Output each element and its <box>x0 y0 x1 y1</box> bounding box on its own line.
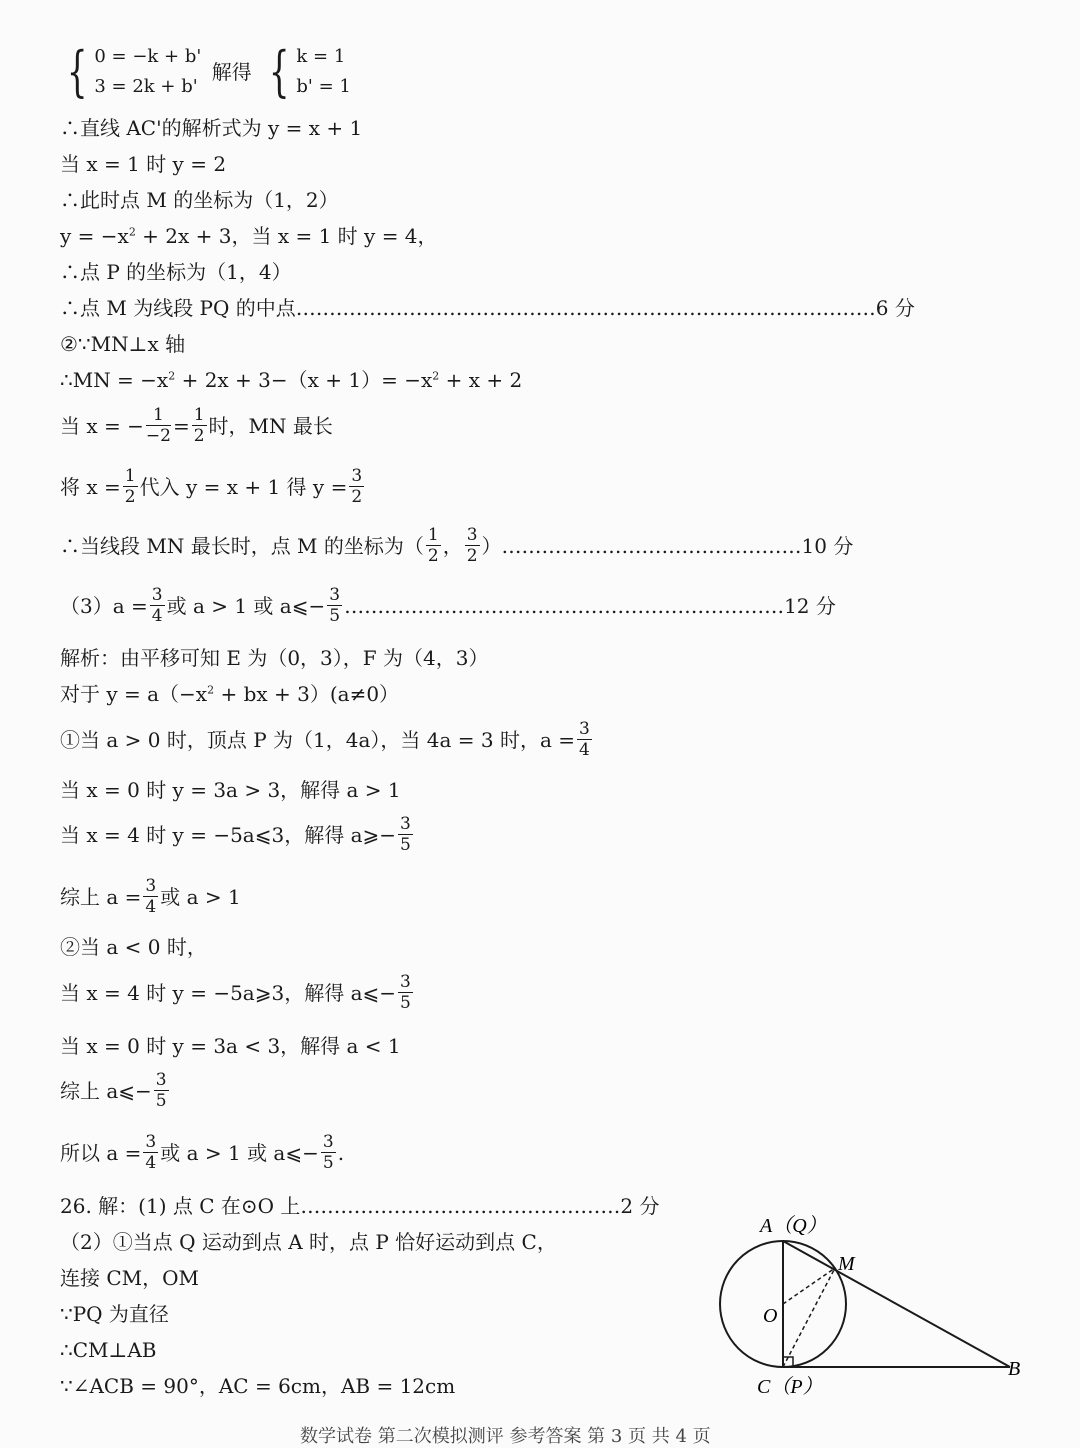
left-brace: { <box>268 40 290 103</box>
text-line: 当 x = − $\frac{1}{-2}$ = $\frac{1}{2}$ 时，MN 最长 <box>60 405 333 446</box>
label-b: B <box>1008 1358 1021 1380</box>
text-line: ∴直线 AC'的解析式为 y = x + 1 <box>60 116 363 140</box>
label-a: A（Q） <box>760 1215 827 1237</box>
equation-system: { 0 = −k + b' 3 = 2k + b' 解得 { k = 1 b' = 1 <box>66 40 351 103</box>
text-line: 当 x = 0 时 y = 3a > 3，解得 a > 1 <box>60 778 401 802</box>
text-line: 解析：由平移可知 E 为（0，3），F 为（4，3） <box>60 646 489 670</box>
text-line: 当 x = 4 时 y = −5a⩽3，解得 a⩾− $\frac{3}{5}$ <box>60 814 411 855</box>
label-o: O <box>763 1305 778 1327</box>
text-line-score: ∴点 M 为线段 PQ 的中点……………………………………………………………………………6 分 <box>60 296 915 320</box>
system-equations: 0 = −k + b' 3 = 2k + b' <box>94 46 202 97</box>
text-line: ∴此时点 M 的坐标为（1，2） <box>60 188 339 212</box>
geometry-diagram <box>705 1205 1035 1400</box>
text-line: ②当 a < 0 时， <box>60 935 207 959</box>
text-line-score: ∴当线段 MN 最长时，点 M 的坐标为（ $\frac{1}{2}$ ， $\frac{3}{2}$ ）………………………………………10 分 <box>60 525 854 566</box>
segment-ab <box>783 1241 1010 1367</box>
page-footer: 数学试卷 第二次模拟测评 参考答案 第 3 页 共 4 页 <box>300 1426 711 1447</box>
label-m: M <box>838 1253 855 1275</box>
text-line: 当 x = 0 时 y = 3a < 3，解得 a < 1 <box>60 1034 401 1058</box>
text-line: ∴MN = $-x^2 + 2x + 3-(x + 1)= -x^2 + x + 2$ <box>60 368 523 392</box>
text-line: ②∵MN⊥x 轴 <box>60 332 186 356</box>
segment-cm <box>783 1268 835 1367</box>
text-line: 对于 $y = a(-x^2$ + bx + 3）(a≠0） <box>60 682 400 706</box>
segment-om <box>783 1268 835 1304</box>
text-line: 将 x = $\frac{1}{2}$ 代入 y = x + 1 得 y = $\frac{3}{2}$ <box>60 466 363 507</box>
text-line: 连接 CM，OM <box>60 1266 200 1290</box>
question-26-heading: 26. 解：(1) 点 C 在⊙O 上…………………………………………2 分 <box>60 1194 660 1218</box>
text-line: ∵PQ 为直径 <box>60 1302 169 1326</box>
text-line-score: （3）a = $\frac{3}{4}$ 或 a > 1 或 a⩽− $\frac{3}{5}$ …………………………………………………………12 分 <box>60 585 836 626</box>
text-line: ∴点 P 的坐标为（1，4） <box>60 260 292 284</box>
label-c: C（P） <box>757 1376 823 1398</box>
text-line: 综上 a⩽− $\frac{3}{5}$ <box>60 1070 167 1111</box>
text-line: 所以 a = $\frac{3}{4}$ 或 a > 1 或 a⩽− $\frac{3}{5}$ . <box>60 1132 345 1173</box>
text-line: 当 x = 1 时 y = 2 <box>60 152 227 176</box>
system-solution: k = 1 b' = 1 <box>296 46 351 97</box>
text-line: 当 x = 4 时 y = −5a⩾3，解得 a⩽− $\frac{3}{5}$ <box>60 972 411 1013</box>
text-line: （2）①当点 Q 运动到点 A 时，点 P 恰好运动到点 C， <box>60 1230 557 1254</box>
text-line: ①当 a > 0 时，顶点 P 为（1，4a），当 4a = 3 时，a = $\frac{3}{4}$ <box>60 719 590 760</box>
text-line: ∵∠ACB = 90°，AC = 6cm，AB = 12cm <box>60 1374 456 1398</box>
text-line: 综上 a = $\frac{3}{4}$ 或 a > 1 <box>60 876 241 917</box>
text-line: ∴CM⊥AB <box>60 1338 157 1362</box>
left-brace: { <box>66 40 88 103</box>
text-line: $y = -x^2 + 2x + 3$，当 x = 1 时 y = 4， <box>60 224 438 248</box>
